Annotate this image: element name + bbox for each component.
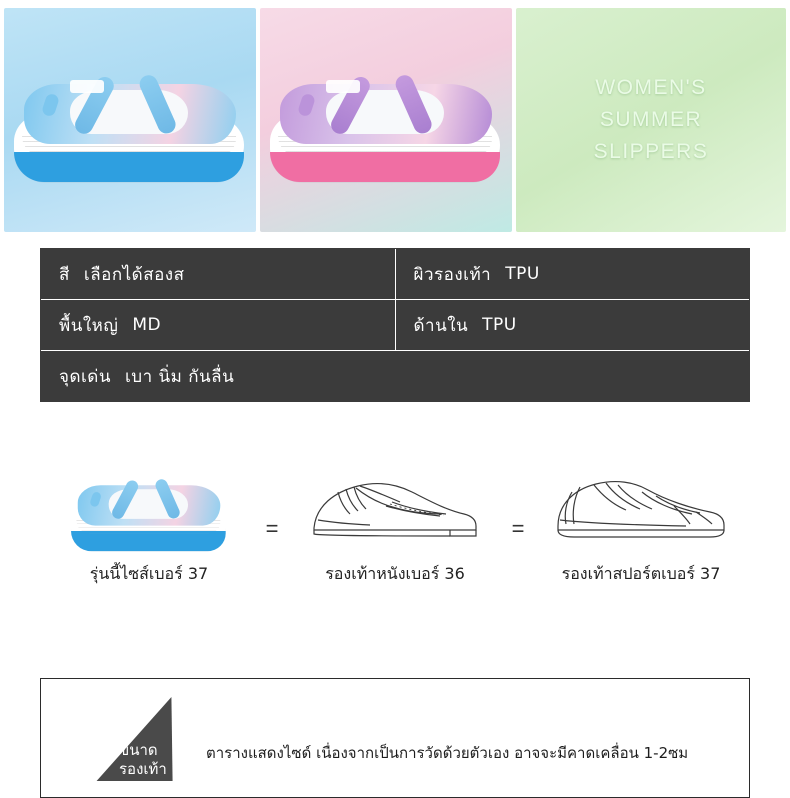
spec-label: ด้านใน xyxy=(413,315,469,336)
hero-panel-title xyxy=(516,8,786,232)
spec-label: สี xyxy=(59,264,70,285)
spec-value: MD xyxy=(132,315,162,335)
sandal-sole-edge xyxy=(270,152,500,182)
spec-cell-outsole xyxy=(41,300,396,350)
spec-cell-features xyxy=(41,351,749,401)
dress-shoe-art xyxy=(289,458,501,548)
equals-symbol-2: = xyxy=(511,516,525,541)
spec-label: พื้นใหญ่ xyxy=(59,315,119,336)
hero-title-line-3: SLIPPERS xyxy=(593,140,709,163)
sandal-illustration-blue xyxy=(8,60,252,192)
compare-caption-sport-shoe: รองเท้าสปอร์ตเบอร์ 37 xyxy=(561,564,721,583)
spec-cell-lining xyxy=(396,300,750,350)
hero-panel-blue-sandal xyxy=(4,8,256,232)
sandal-logo-tab xyxy=(326,80,360,93)
equals-symbol-1: = xyxy=(265,516,279,541)
compare-item-sandal xyxy=(43,458,255,587)
sandal-illustration-purple xyxy=(264,60,508,192)
size-note-box xyxy=(40,678,750,798)
table-row xyxy=(41,300,749,351)
note-badge-line-1: ขนาด xyxy=(119,741,158,759)
spec-label: จุดเด่น xyxy=(59,366,111,387)
spec-cell-upper-material xyxy=(396,249,750,299)
note-badge-label xyxy=(119,741,167,779)
spec-value: เบา นิ่ม กันลื่น xyxy=(124,366,235,387)
table-row xyxy=(41,249,749,300)
spec-value: TPU xyxy=(482,315,517,335)
hero-panel-pink-sandal xyxy=(260,8,512,232)
table-row xyxy=(41,351,749,401)
hero-image-strip xyxy=(0,0,790,232)
sandal-sole-edge xyxy=(14,152,244,182)
note-body-text: ตารางแสดงไซด์ เนื่องจากเป็นการวัดด้วยตัวเอง อาจจะมีคาดเคลื่อน 1-2ซม xyxy=(206,744,689,762)
hero-title-text xyxy=(594,72,709,168)
hero-title-line-2: SUMMER xyxy=(599,108,703,131)
compare-item-sport-shoe xyxy=(535,458,747,587)
dress-shoe-icon xyxy=(300,462,490,548)
note-badge-line-2: รองเท้า xyxy=(119,760,167,778)
sandal-compare-art xyxy=(43,458,255,548)
spec-cell-color xyxy=(41,249,396,299)
spec-value: TPU xyxy=(505,264,540,284)
spec-value: เลือกได้สองส xyxy=(83,264,185,285)
sport-shoe-icon xyxy=(546,462,736,548)
compare-caption-dress-shoe: รองเท้าหนังเบอร์ 36 xyxy=(325,564,465,583)
hero-title-line-1: WOMEN'S xyxy=(595,76,707,99)
spec-label: ผิวรองเท้า xyxy=(413,264,492,285)
sandal-sole-edge xyxy=(71,531,226,551)
sandal-icon xyxy=(67,482,231,548)
sandal-logo-tab xyxy=(70,80,104,93)
sport-shoe-art xyxy=(535,458,747,548)
size-comparison-row xyxy=(0,458,790,587)
specification-table xyxy=(40,248,750,402)
compare-item-dress-shoe xyxy=(289,458,501,587)
compare-caption-sandal: รุ่นนี้ไซส์เบอร์ 37 xyxy=(89,564,209,583)
